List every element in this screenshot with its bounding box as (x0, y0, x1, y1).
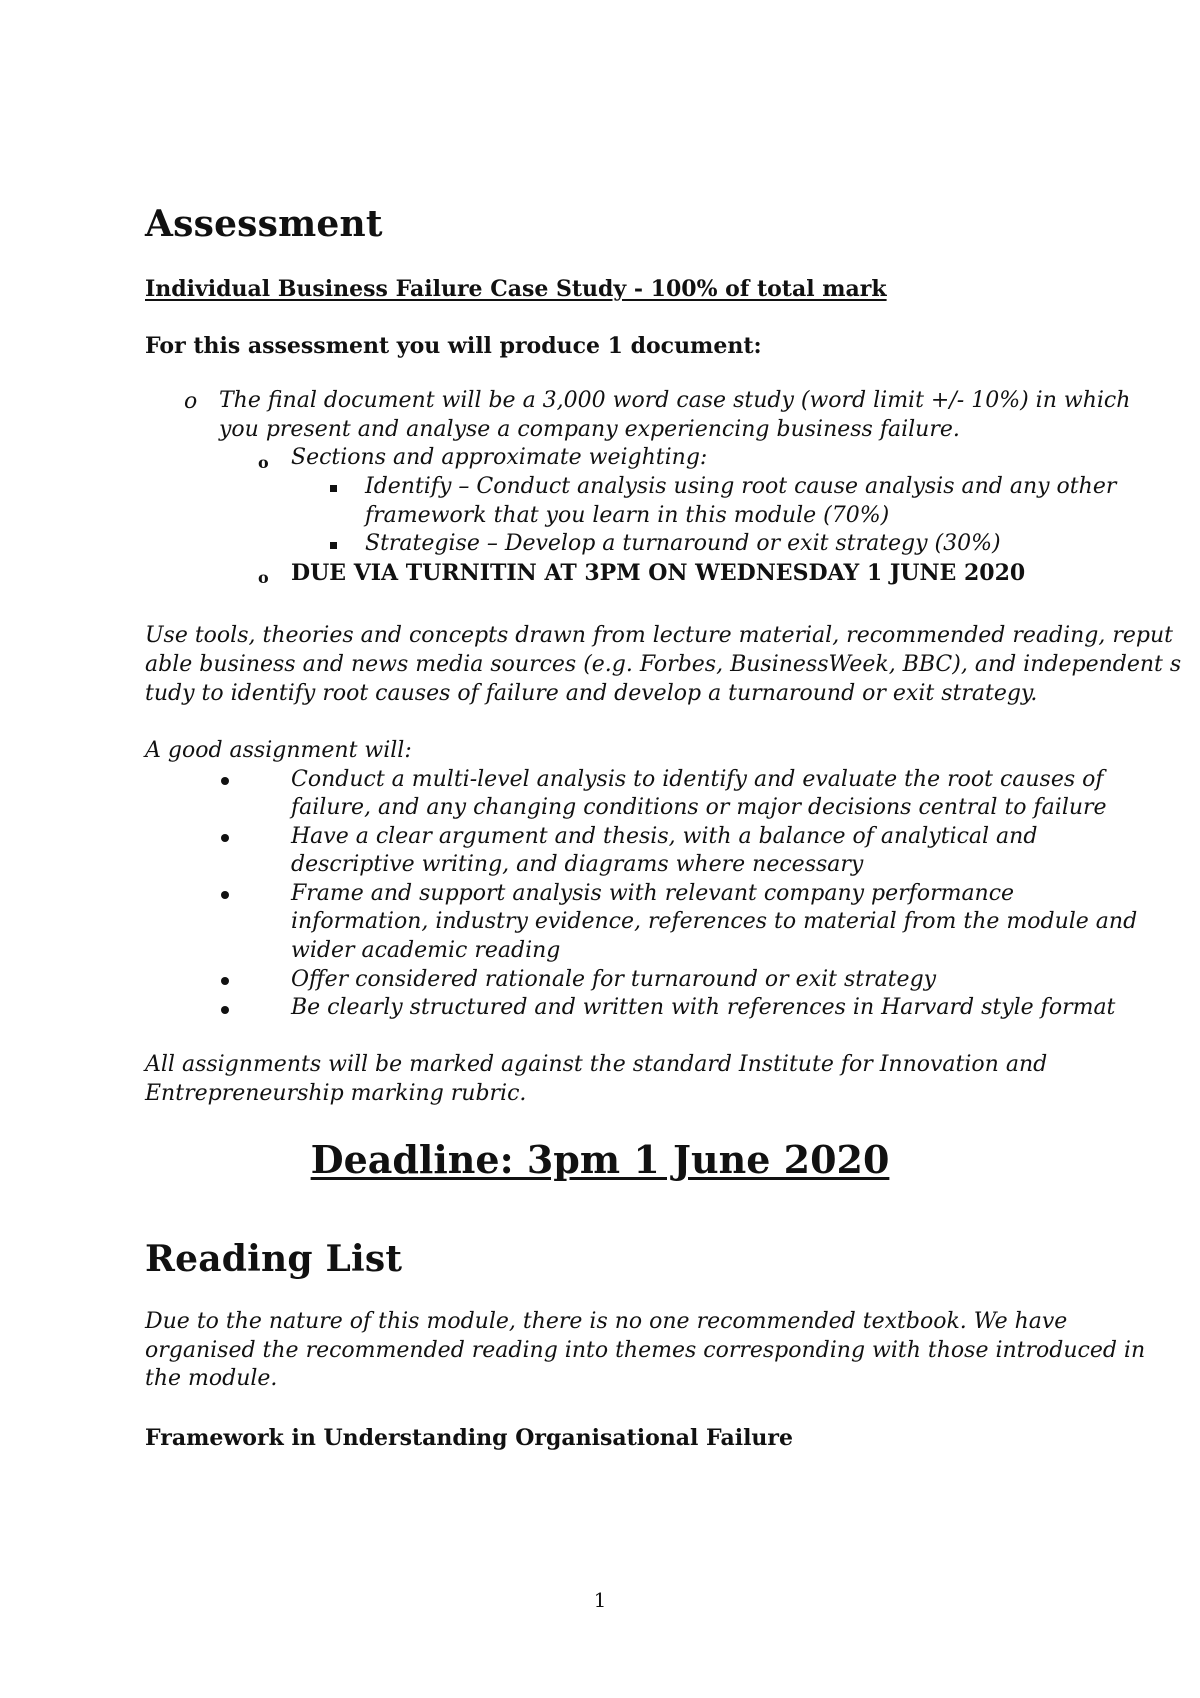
list-item-line: Strategise – Develop a turnaround or exit strategy (30%) (365, 531, 1001, 556)
deadline-banner: Deadline: 3pm 1 June 2020 (310, 1137, 890, 1182)
square-bullet-icon (330, 542, 337, 549)
bullet-dot-icon (221, 777, 229, 785)
good-assignment-intro: A good assignment will: (145, 738, 412, 763)
list-item-line: Frame and support analysis with relevant company performance (291, 881, 1015, 906)
paragraph-line: Due to the nature of this module, there is no one recommended textbook. We have (145, 1309, 1068, 1334)
reading-list-heading: Reading List (145, 1238, 403, 1280)
paragraph-line: able business and news media sources (e.g. Forbes, BusinessWeek, BBC), and independent s (145, 652, 1182, 677)
bullet-dot-icon (221, 834, 229, 842)
paragraph-line: the module. (145, 1366, 278, 1391)
list-item-line: descriptive writing, and diagrams where necessary (291, 852, 864, 877)
due-date-line: DUE VIA TURNITIN AT 3PM ON WEDNESDAY 1 JUNE 2020 (291, 560, 1026, 586)
assessment-heading: Assessment (145, 203, 383, 245)
paragraph-line: Use tools, theories and concepts drawn from lecture material, recommended reading, reput (145, 623, 1174, 648)
list-item-line: Sections and approximate weighting: (291, 445, 708, 470)
list-item-line: Offer considered rationale for turnaround or exit strategy (291, 967, 937, 992)
list-item-line: framework that you learn in this module (70%) (365, 503, 890, 528)
list-item-line: Conduct a multi-level analysis to identify and evaluate the root causes of (291, 767, 1104, 792)
page-number: 1 (593, 1588, 607, 1612)
list-item-line: The final document will be a 3,000 word case study (word limit +/- 10%) in which (219, 388, 1131, 413)
bullet-dot-icon (221, 1006, 229, 1014)
bullet-marker-o: o (184, 389, 198, 414)
bullet-marker-o: o (258, 453, 269, 472)
list-item-line: wider academic reading (291, 938, 561, 963)
paragraph-line: Entrepreneurship marking rubric. (145, 1081, 527, 1106)
square-bullet-icon (330, 485, 337, 492)
list-item-line: you present and analyse a company experiencing business failure. (219, 417, 960, 442)
list-item-line: Be clearly structured and written with references in Harvard style format (291, 995, 1116, 1020)
bullet-dot-icon (221, 977, 229, 985)
reading-list-subheading: Framework in Understanding Organisational Failure (145, 1425, 794, 1451)
bullet-marker-o: o (258, 568, 269, 587)
paragraph-line: tudy to identify root causes of failure and develop a turnaround or exit strategy. (145, 681, 1038, 706)
list-item-line: failure, and any changing conditions or major decisions central to failure (291, 795, 1107, 820)
paragraph-line: All assignments will be marked against the standard Institute for Innovation and (145, 1052, 1048, 1077)
bullet-dot-icon (221, 891, 229, 899)
assessment-title: Individual Business Failure Case Study - 100% of total mark (145, 276, 887, 302)
list-item-line: Have a clear argument and thesis, with a balance of analytical and (291, 824, 1038, 849)
paragraph-line: organised the recommended reading into themes corresponding with those introduced in (145, 1338, 1146, 1363)
list-item-line: information, industry evidence, references to material from the module and (291, 909, 1138, 934)
assessment-intro: For this assessment you will produce 1 document: (145, 333, 762, 359)
list-item-line: Identify – Conduct analysis using root cause analysis and any other (365, 474, 1117, 499)
